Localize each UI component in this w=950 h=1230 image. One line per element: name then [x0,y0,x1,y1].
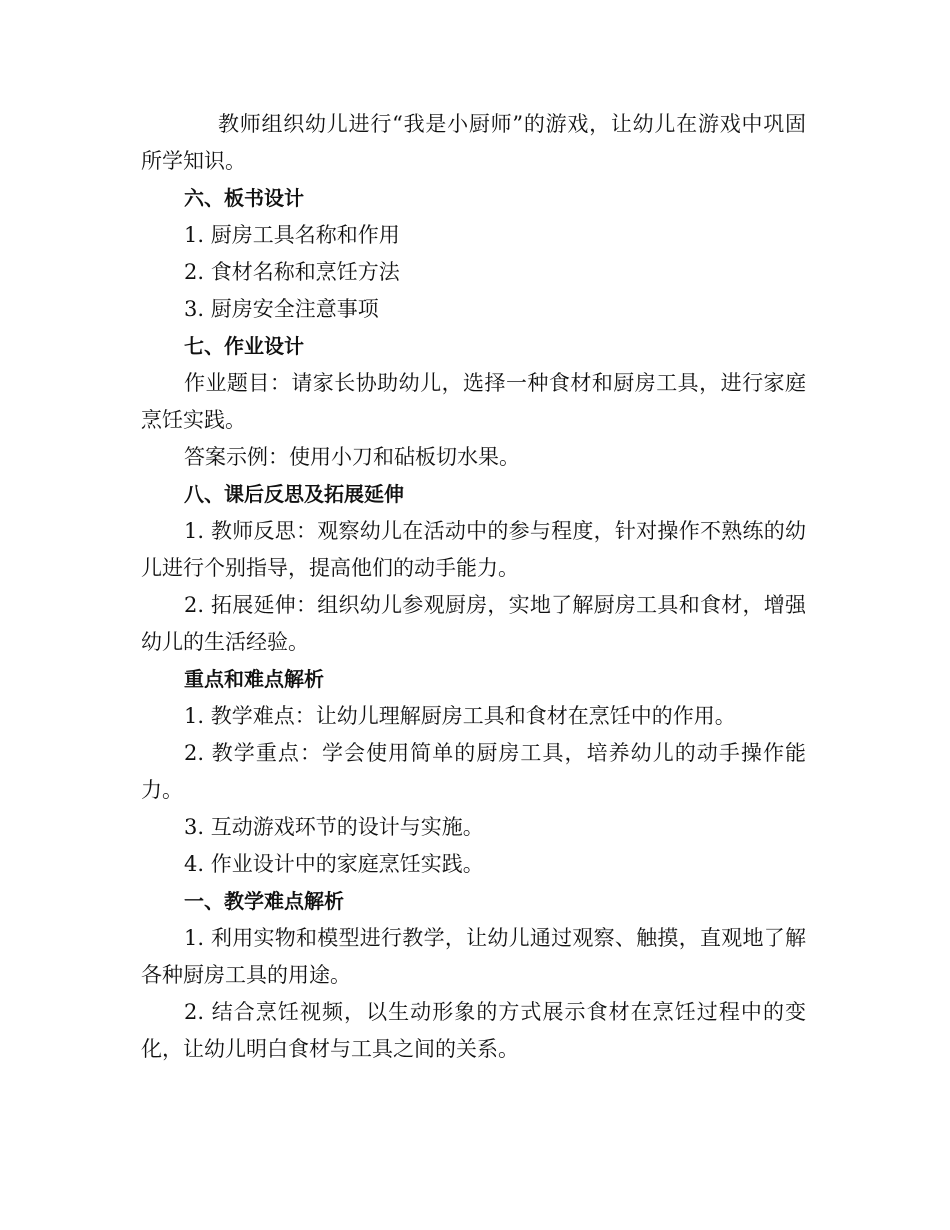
difficulty-item-1: 1. 利用实物和模型进行教学，让幼儿通过观察、触摸，直观地了解各种厨房工具的用途。 [141,926,806,987]
key-point-3: 3. 互动游戏环节的设计与实施。 [184,815,484,839]
intro-paragraph: 教师组织幼儿进行“我是小厨师”的游戏，让幼儿在游戏中巩固所学知识。 [141,112,806,173]
board-item-2: 2. 食材名称和烹饪方法 [184,260,400,284]
section-8-heading: 八、课后反思及拓展延伸 [184,482,404,506]
section-6-heading: 六、板书设计 [184,186,304,210]
document-body [141,106,806,1068]
difficulty-item-2: 2. 结合烹饪视频，以生动形象的方式展示食材在烹饪过程中的变化，让幼儿明白食材与工具之间的关系。 [141,1000,806,1061]
key-point-4: 4. 作业设计中的家庭烹饪实践。 [184,852,484,876]
homework-question: 作业题目：请家长协助幼儿，选择一种食材和厨房工具，进行家庭烹饪实践。 [141,371,806,432]
homework-answer: 答案示例：使用小刀和砧板切水果。 [184,445,520,469]
reflection-item-2: 2. 拓展延伸：组织幼儿参观厨房，实地了解厨房工具和食材，增强幼儿的生活经验。 [141,593,806,654]
key-point-1: 1. 教学难点：让幼儿理解厨房工具和食材在烹饪中的作用。 [184,704,736,728]
key-points-heading: 重点和难点解析 [184,667,324,691]
difficulty-analysis-heading: 一、教学难点解析 [184,889,344,913]
section-7-heading: 七、作业设计 [184,334,304,358]
reflection-item-1: 1. 教师反思：观察幼儿在活动中的参与程度，针对操作不熟练的幼儿进行个别指导，提高他们的动手能力。 [141,519,806,580]
board-item-1: 1. 厨房工具名称和作用 [184,223,400,247]
key-point-2: 2. 教学重点：学会使用简单的厨房工具，培养幼儿的动手操作能力。 [141,741,806,802]
board-item-3: 3. 厨房安全注意事项 [184,297,379,321]
